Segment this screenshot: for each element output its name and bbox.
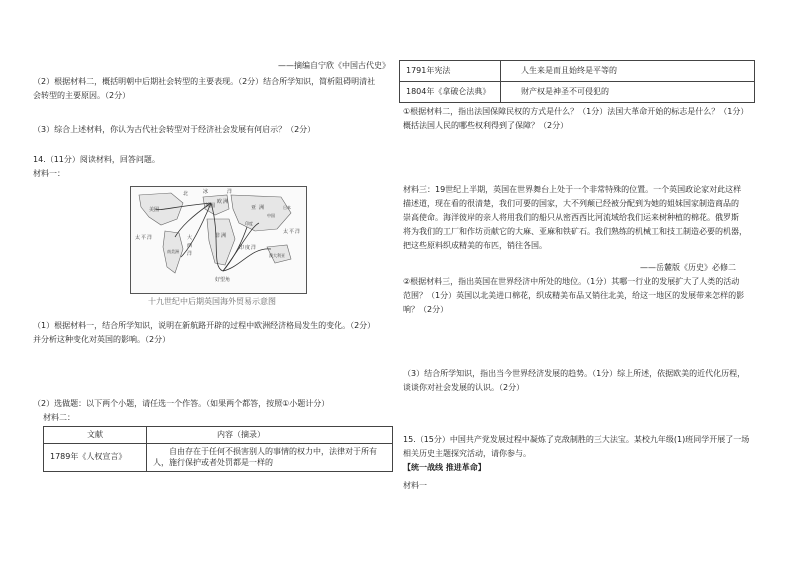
table-header-cell: 文献	[44, 427, 147, 444]
map-label-arctic: 冰	[203, 189, 209, 195]
map-label-pacific: 洋	[147, 235, 153, 241]
question-b-line3: 响？（2分）	[403, 305, 449, 314]
document-table-right	[399, 60, 755, 103]
map-label-africa: 非	[215, 233, 221, 239]
map-label-pacific-east: 洋	[295, 229, 301, 235]
asia-shape	[231, 195, 291, 231]
question-13-2-line1: （2）根据材料二，概括明朝中后期社会转型的主要表现。（2分）结合所学知识，简析阻碍明清社	[33, 77, 376, 86]
trade-map	[130, 186, 307, 294]
section-title: 【统一战线 推进革命】	[403, 463, 486, 472]
table-cell: 1791年宪法	[400, 61, 501, 82]
source-note-top: ——摘编自宁欣《中国古代史》	[278, 61, 390, 70]
material-3-line2: 描述道，现在看的很清楚，我们可要的国家，大不列颠已经被分配到为她的姐妹国家制造商品的	[403, 199, 739, 208]
map-label-atlantic: 大	[187, 235, 193, 241]
question-14-1-line2: 并分析这种变化对英国的影响。（2分）	[33, 335, 171, 344]
table-header-cell: 内容（摘录）	[147, 427, 393, 444]
map-label-europe: 欧	[217, 199, 223, 205]
table-cell: 财产权是神圣不可侵犯的	[501, 82, 755, 103]
map-label-australia: 澳大利亚	[269, 253, 285, 258]
question-14-3-line1: （3）结合所学知识，指出当今世界经济发展的趋势。（1分）综上所述，依据欧美的近代化历程，	[403, 369, 746, 378]
material-3-line3: 崇高使命。海洋彼岸的亲人将用我们的船只从密西西比河流域给我们运来树种植的棉花。俄罗斯	[403, 213, 739, 222]
question-b-line2: 范围？（1分）英国以北美进口棉花，织成精美布品又销往北美，给这一地区的发展带来怎样的影	[403, 291, 745, 300]
question-14-1-line1: （1）根据材料一，结合所学知识，说明在新航路开辟的过程中欧洲经济格局发生的变化。（2分）	[33, 321, 376, 330]
question-15-line1: 15.（15分）中国共产党发展过程中凝炼了克敌制胜的三大法宝。某校九年级(1)班同学开展了一场	[403, 435, 750, 444]
map-label-arctic: 北	[183, 191, 189, 197]
question-14-3-line2: 谈谈你对社会发展的认识。（2分）	[403, 383, 525, 392]
map-label-asia: 洲	[259, 205, 265, 211]
map-label-arctic: 洋	[227, 189, 233, 195]
map-label-india: 印度	[245, 221, 253, 226]
map-label-usa: 美国	[149, 207, 160, 213]
table-cell: 自由存在于任何不损害别人的事情的权力中，法律对于所有人，施行保护或者处罚都是一样的	[147, 443, 393, 471]
map-caption: 十九世纪中后期英国海外贸易示意图	[148, 297, 276, 306]
map-label-atlantic: 西	[187, 243, 193, 249]
map-label-pacific-east: 平	[289, 229, 295, 235]
map-label-indian-ocean: 印	[239, 245, 245, 251]
map-label-pacific-east: 太	[283, 229, 289, 235]
table-row	[44, 443, 393, 471]
question-13-3: （3）综合上述材料，你认为古代社会转型对于经济社会发展有何启示？（2分）	[33, 125, 316, 134]
table-header-row	[44, 427, 393, 444]
map-label-asia: 亚	[251, 205, 257, 211]
route-line	[181, 203, 211, 257]
source-note-mid: ——岳麓版《历史》必修二	[640, 263, 736, 272]
material-label: 材料一	[403, 481, 427, 490]
table-row	[400, 82, 755, 103]
table-cell: 人生来是而且始终是平等的	[501, 61, 755, 82]
map-label-africa: 洲	[221, 233, 227, 239]
table-cell: 1804年《拿破仑法典》	[400, 82, 501, 103]
map-label-cape: 好望角	[215, 277, 231, 283]
trade-map-svg	[131, 187, 306, 293]
question-b-line1: ②根据材料三，指出英国在世界经济中所处的地位。（1分）其哪一行业的发展扩大了人类的活动	[403, 277, 740, 286]
map-label-south-america: 南美洲	[167, 249, 179, 254]
africa-shape	[207, 219, 235, 265]
material-3-line1: 材料三：19世纪上半期，英国在世界舞台上处于一个非常特殊的位置。一个英国政论家对此这样	[403, 185, 742, 194]
map-label-atlantic: 洋	[187, 251, 193, 257]
map-label-japan: 日本	[283, 205, 291, 210]
material-3-line5: 把这些原料织成精美的布匹，销往各国。	[403, 241, 547, 250]
map-label-china: 中国	[267, 213, 275, 218]
map-label-indian-ocean: 度	[245, 245, 251, 251]
question-13-2-line2: 会转型的主要原因。（2分）	[33, 91, 131, 100]
question-14-header: 14.（11分）阅读材料，回答问题。	[33, 155, 160, 164]
map-label-europe: 洲	[223, 199, 229, 205]
material-2-label: 材料二：	[43, 413, 75, 422]
question-15-line2: 相关历史主题探究活动，请你参与。	[403, 449, 531, 458]
map-label-britain: 英国	[205, 203, 216, 209]
question-14-2: （2）选做题：以下两个小题，请任选一个作答。（如果两个都答，按照①小题计分）	[33, 399, 330, 408]
map-label-pacific: 平	[141, 235, 147, 241]
material-1-label: 材料一：	[33, 169, 65, 178]
map-label-pacific: 太	[135, 235, 141, 241]
document-table-left	[43, 426, 393, 472]
material-3-line4: 将为我们的工厂和作坊贡献它的大麻、亚麻和铁矿石。我们熟练的机械工和技工制造必要的机器，	[403, 227, 747, 236]
table-cell: 1789年《人权宣言》	[44, 443, 147, 471]
table-row	[400, 61, 755, 82]
map-label-indian-ocean: 洋	[251, 245, 257, 251]
question-a-line1: ①根据材料二，指出法国保障民权的方式是什么？（1分）法国大革命开始的标志是什么？（1分）	[403, 107, 749, 116]
question-a-line2: 概括法国人民的哪些权利得到了保障？（2分）	[403, 121, 569, 130]
